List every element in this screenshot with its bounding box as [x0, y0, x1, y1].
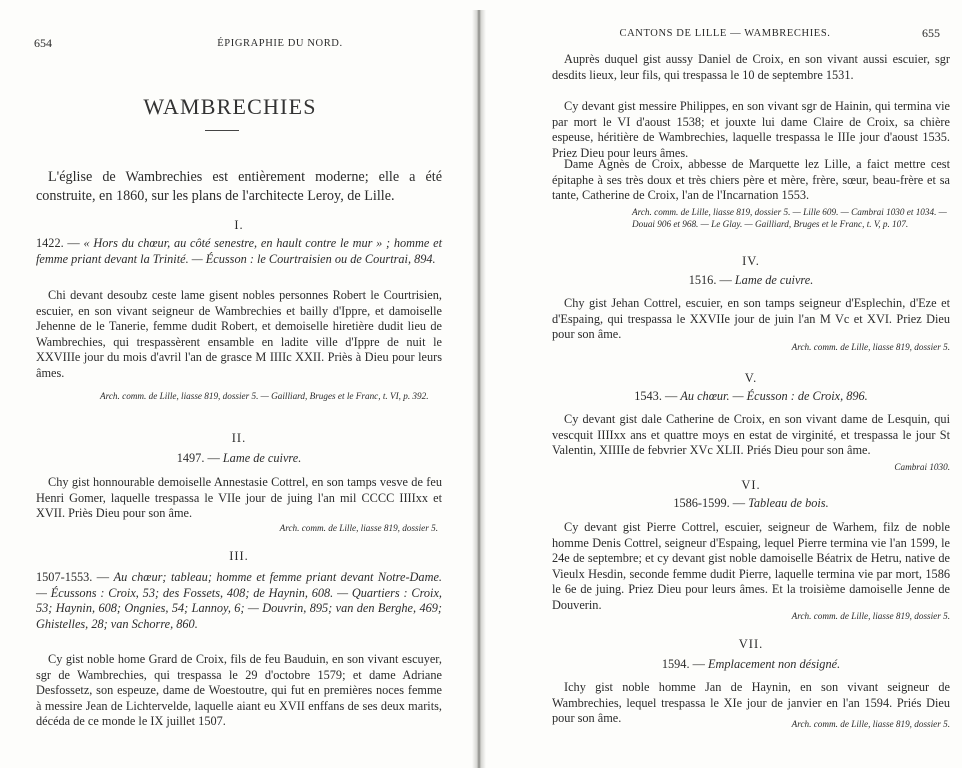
section-description: Emplacement non désigné.: [707, 657, 841, 671]
section-description: « Hors du chœur, au côté senestre, en hault contre le mur » ; homme et femme priant devant la Trinité. — Écusson : le Courtraisien ou de Courtrai, 894.: [36, 236, 443, 266]
source-citation: Arch. comm. de Lille, liasse 819, dossier 5.: [791, 719, 950, 729]
epitaph-text: Chy gist honnourable demoiselle Annestasie Cottrel, en son tamps vesve de feu Henri Gomer, laquelle trespassa le VIIe jour de juing l'an mil CCCC IIIIxx et XVII. Priès Dieu pour son âme.: [36, 475, 442, 521]
epitaph-text: Cy devant gist dale Catherine de Croix, en son vivant dame de Lesquin, qui vescquit IIIIxx ans et quattre moys en estat de virginité, et trespassa le jour St Valentin, XIIIIe de febvrier XVc XLII. Priés Dieu pour son âme.: [552, 412, 950, 458]
section-heading: [552, 389, 950, 405]
section-year: 1594. —: [661, 657, 705, 671]
section-numeral: II.: [231, 431, 247, 445]
running-head: CANTONS DE LILLE — WAMBRECHIES.: [619, 28, 831, 39]
source-citation: Arch. comm. de Lille, liasse 819, dossier 5.: [279, 523, 438, 533]
page-number: 654: [34, 36, 52, 50]
epitaph-text: Dame Agnès de Croix, abbesse de Marquette lez Lille, a faict mettre cest épitaphe à ses très doux et très chiers père et mère, frère, sœur, beau-frère et sa tante, Catherine de Croix, l'an de l'Incarnation 1553.: [552, 157, 950, 203]
section-numeral: I.: [234, 218, 244, 232]
section-heading: [36, 570, 442, 632]
section-description: Lame de cuivre.: [734, 273, 814, 287]
section-numeral: V.: [744, 371, 758, 385]
running-head: ÉPIGRAPHIE DU NORD.: [217, 38, 343, 49]
section-heading: [552, 273, 950, 289]
epitaph-text: Ichy gist noble homme Jan de Haynin, en son vivant seigneur de Wambrechies, lequel trespassa le XIe jour de janvier en l'an 1594. Priés Dieu pour son âme.: [552, 680, 950, 726]
right-page: [490, 0, 962, 768]
section-year: 1497. —: [176, 451, 220, 465]
epitaph-text: Cy devant gist messire Philippes, en son vivant sgr de Hainin, qui termina vie par mort le VI d'aoust 1538; et jouxte lui dame Claire de Croix, sa chière espeuse, héritière de Wambrechies, laquelle trespassa le IIIe jour d'aoust 1535. Priez Dieu pour leurs âmes.: [552, 99, 950, 160]
intro-paragraph: L'église de Wambrechies est entièrement moderne; elle a été construite, en 1860, sur les plans de l'architecte Leroy, de Lille.: [36, 169, 442, 204]
source-citation: Arch. comm. de Lille, liasse 819, dossier 5.: [791, 342, 950, 352]
page-title: WAMBRECHIES: [143, 94, 317, 119]
section-numeral: III.: [229, 549, 249, 563]
section-year: 1586-1599. —: [673, 496, 746, 510]
section-numeral: VI.: [741, 478, 761, 492]
epitaph-text: Chy gist Jehan Cottrel, escuier, en son tamps seigneur d'Esplechin, d'Eze et d'Espaing, qui trespassa le XXVIIe jour de juin l'an M Vc et XVI. Priez Dieu pour son âme.: [552, 296, 950, 342]
section-numeral: IV.: [742, 254, 760, 268]
left-page: [0, 0, 470, 768]
section-description: Au chœur. — Écusson : de Croix, 896.: [680, 389, 868, 403]
section-heading: [36, 451, 442, 467]
source-citation: Cambrai 1030.: [894, 462, 950, 472]
page-number: 655: [922, 26, 940, 40]
section-description: Lame de cuivre.: [222, 451, 302, 465]
epitaph-text: Cy gist noble home Grard de Croix, fils de feu Bauduin, en son vivant escuyer, sgr de Wambrechies, qui trespassa le 29 d'octobre 1579; et dame Adriane Desfossetz, son espeuze, dame de Woestoutre, qui fut en premières noces femme à messire Jean de Lichtervelde, laquelle aiant eu XVII enffans de ses deux marits, décéda de ce monde le IX juillet 1507.: [36, 652, 442, 729]
source-citation: Arch. comm. de Lille, liasse 819, dossier 5.: [791, 611, 950, 621]
epitaph-text: Cy devant gist Pierre Cottrel, escuier, seigneur de Warhem, filz de noble homme Denis Cottrel, seigneur d'Espaing, lequel Pierre termina vie l'an 1599, le 24e de septembre; et cy devant gist noble damoiselle Béatrix de Hetru, native de Vieulx Hesdin, seconde femme dudit Pierre, laquelle termina vie par mort, 1586 le 6e de juing. Priez Dieu pour leurs âmes. Et la troisième damoiselle Jenne de Douverin.: [552, 520, 950, 612]
section-heading: [552, 496, 950, 512]
section-year: 1543. —: [634, 389, 678, 403]
book-gutter: [472, 10, 486, 768]
section-description: Tableau de bois.: [748, 496, 829, 510]
section-year: 1516. —: [688, 273, 732, 287]
source-citation: Arch. comm. de Lille, liasse 819, dossier 5. — Lille 609. — Cambrai 1030 et 1034. — Douai 906 et 968. — Le Glay. — Gailliard, Bruges et le Franc, t. V, p. 107.: [632, 207, 947, 230]
section-heading: [36, 236, 442, 267]
epitaph-text: Auprès duquel gist aussy Daniel de Croix, en son vivant aussi escuier, sgr desdits lieux, leur fils, qui trespassa le 10 de septembre 1531.: [552, 52, 950, 82]
title-rule: [205, 130, 239, 131]
section-year: 1507-1553. —: [36, 570, 110, 584]
section-heading: [552, 657, 950, 673]
epitaph-text: Chi devant desoubz ceste lame gisent nobles personnes Robert le Courtrisien, escuier, en son vivant seigneur de Wambrechies et bailly d'Ippre, et damoiselle Jehenne de le Tanerie, femme dudit Robert, et demoiselle hiretière dudit lieu de Wambrechies, qui trespassèrent ensamble en ladite ville d'Ippre de nuit le XXVIIIe jour du mois d'avril l'an de grasce M IIIIc XXII. Priès à Dieu pour leurs âmes.: [36, 288, 442, 380]
section-description: Au chœur; tableau; homme et femme priant devant Notre-Dame. — Écussons : Croix, 53; des Fossets, 408; de Haynin, 608. — Quartiers : Croix, 53; Haynin, 608; Ongnies, 54; Lannoy, 6; — Douvrin, 895; van den Berghe, 469; Ghistelles, 28; van Schorre, 860.: [36, 570, 442, 631]
source-citation: Arch. comm. de Lille, liasse 819, dossier 5. — Gailliard, Bruges et le Franc, t. VI, p. 392.: [100, 391, 429, 401]
section-numeral: VII.: [738, 637, 764, 651]
section-year: 1422. —: [36, 236, 80, 250]
